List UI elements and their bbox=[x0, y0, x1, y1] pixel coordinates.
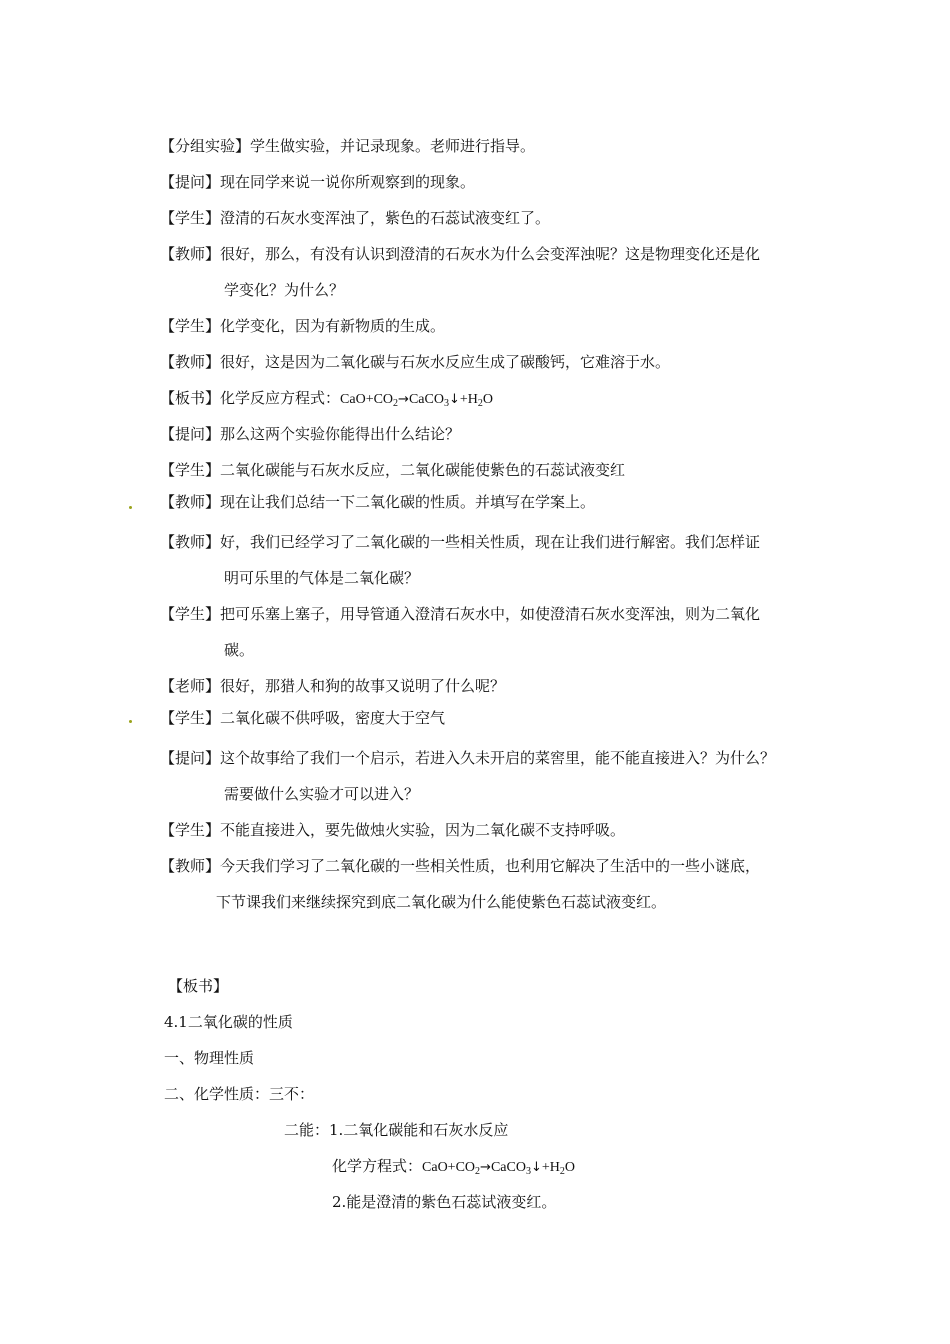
dialogue-tag: 【学生】 bbox=[160, 821, 221, 839]
dialogue-line bbox=[160, 460, 625, 480]
dialogue-tag: 【学生】 bbox=[160, 605, 221, 623]
dialogue-tag: 【学生】 bbox=[160, 461, 221, 479]
dialogue-text: 今天我们学习了二氧化碳的一些相关性质，也利用它解决了生活中的一些小谜底， bbox=[220, 857, 761, 875]
dialogue-line bbox=[160, 136, 535, 156]
dialogue-tag: 【提问】 bbox=[160, 425, 221, 443]
dialogue-text: 化学反应方程式： bbox=[220, 389, 341, 407]
dialogue-text: 这个故事给了我们一个启示，若进入久未开启的菜窖里，能不能直接进入？为什么？ bbox=[220, 749, 776, 767]
board-point-2: 2.能是澄清的紫色石蕊试液变红。 bbox=[332, 1193, 557, 1211]
dialogue-tag: 【教师】 bbox=[160, 245, 221, 263]
dialogue-line bbox=[160, 388, 493, 410]
dialogue-line bbox=[160, 424, 460, 444]
dialogue-line bbox=[160, 208, 550, 228]
dialogue-tag: 【提问】 bbox=[160, 173, 221, 191]
dialogue-text: 澄清的石灰水变浑浊了，紫色的石蕊试液变红了。 bbox=[220, 209, 551, 227]
dialogue-text: 好，我们已经学习了二氧化碳的一些相关性质，现在让我们进行解密。我们怎样证 bbox=[220, 533, 761, 551]
dialogue-line bbox=[160, 856, 760, 876]
dialogue-tag: 【学生】 bbox=[160, 709, 221, 727]
board-heading: 【板书】 bbox=[168, 977, 229, 995]
chemical-equation: $CaO+CO_2\to CaCO_3↓+H_2O$ bbox=[340, 392, 493, 409]
dialogue-tag: 【学生】 bbox=[160, 317, 221, 335]
dialogue-tag: 【学生】 bbox=[160, 209, 221, 227]
dialogue-text: 不能直接进入，要先做烛火实验，因为二氧化碳不支持呼吸。 bbox=[220, 821, 626, 839]
dialogue-line bbox=[160, 676, 505, 696]
board-title: 4.1二氧化碳的性质 bbox=[164, 1013, 293, 1031]
dialogue-tag: 【教师】 bbox=[160, 857, 221, 875]
dialogue-text: 学生做实验，并记录现象。老师进行指导。 bbox=[250, 137, 536, 155]
dialogue-tag: 【分组实验】 bbox=[160, 137, 251, 155]
dialogue-text: 化学变化，因为有新物质的生成。 bbox=[220, 317, 446, 335]
dialogue-line bbox=[160, 244, 760, 264]
dialogue-line bbox=[160, 748, 775, 768]
dialogue-text: 很好，这是因为二氧化碳与石灰水反应生成了碳酸钙，它难溶于水。 bbox=[220, 353, 671, 371]
dialogue-line bbox=[160, 708, 445, 728]
dialogue-tag: 【教师】 bbox=[160, 493, 221, 511]
formula-label: 化学方程式： bbox=[332, 1157, 423, 1175]
board-item-chemical: 二、化学性质：三不： bbox=[164, 1085, 315, 1103]
dialogue-line bbox=[160, 352, 670, 372]
dialogue-line bbox=[160, 492, 595, 512]
dialogue-tag: 【老师】 bbox=[160, 677, 221, 695]
dialogue-text: 那么这两个实验你能得出什么结论？ bbox=[220, 425, 461, 443]
dialogue-tag: 【教师】 bbox=[160, 533, 221, 551]
chemical-equation: $CaO+CO_2\to CaCO_3↓+H_2O$ bbox=[422, 1160, 575, 1177]
dialogue-text: 把可乐塞上塞子，用导管通入澄清石灰水中，如使澄清石灰水变浑浊，则为二氧化 bbox=[220, 605, 761, 623]
dialogue-tag: 【板书】 bbox=[160, 389, 221, 407]
dialogue-line bbox=[160, 532, 760, 552]
dialogue-line bbox=[160, 820, 625, 840]
dialogue-line bbox=[160, 316, 445, 336]
dialogue-continuation: 明可乐里的气体是二氧化碳？ bbox=[224, 569, 420, 587]
dialogue-tag: 【教师】 bbox=[160, 353, 221, 371]
dialogue-text: 很好，那么，有没有认识到澄清的石灰水为什么会变浑浊呢？这是物理变化还是化 bbox=[220, 245, 761, 263]
board-item-physical: 一、物理性质 bbox=[164, 1049, 255, 1067]
board-formula-line bbox=[332, 1156, 575, 1178]
dialogue-continuation: 学变化？为什么？ bbox=[224, 281, 345, 299]
dialogue-text: 现在同学来说一说你所观察到的现象。 bbox=[220, 173, 476, 191]
dialogue-line bbox=[160, 604, 760, 624]
dialogue-tag: 【提问】 bbox=[160, 749, 221, 767]
dialogue-text: 二氧化碳能与石灰水反应，二氧化碳能使紫色的石蕊试液变红 bbox=[220, 461, 626, 479]
stray-mark bbox=[129, 720, 132, 723]
dialogue-text: 现在让我们总结一下二氧化碳的性质。并填写在学案上。 bbox=[220, 493, 596, 511]
dialogue-text: 很好，那猎人和狗的故事又说明了什么呢？ bbox=[220, 677, 506, 695]
dialogue-continuation: 需要做什么实验才可以进入？ bbox=[224, 785, 420, 803]
dialogue-continuation: 碳。 bbox=[224, 641, 255, 659]
stray-mark bbox=[129, 506, 132, 509]
dialogue-continuation: 下节课我们来继续探究到底二氧化碳为什么能使紫色石蕊试液变红。 bbox=[216, 893, 667, 911]
board-two-abilities: 二能：1.二氧化碳能和石灰水反应 bbox=[284, 1121, 509, 1139]
dialogue-text: 二氧化碳不供呼吸，密度大于空气 bbox=[220, 709, 446, 727]
dialogue-line bbox=[160, 172, 475, 192]
